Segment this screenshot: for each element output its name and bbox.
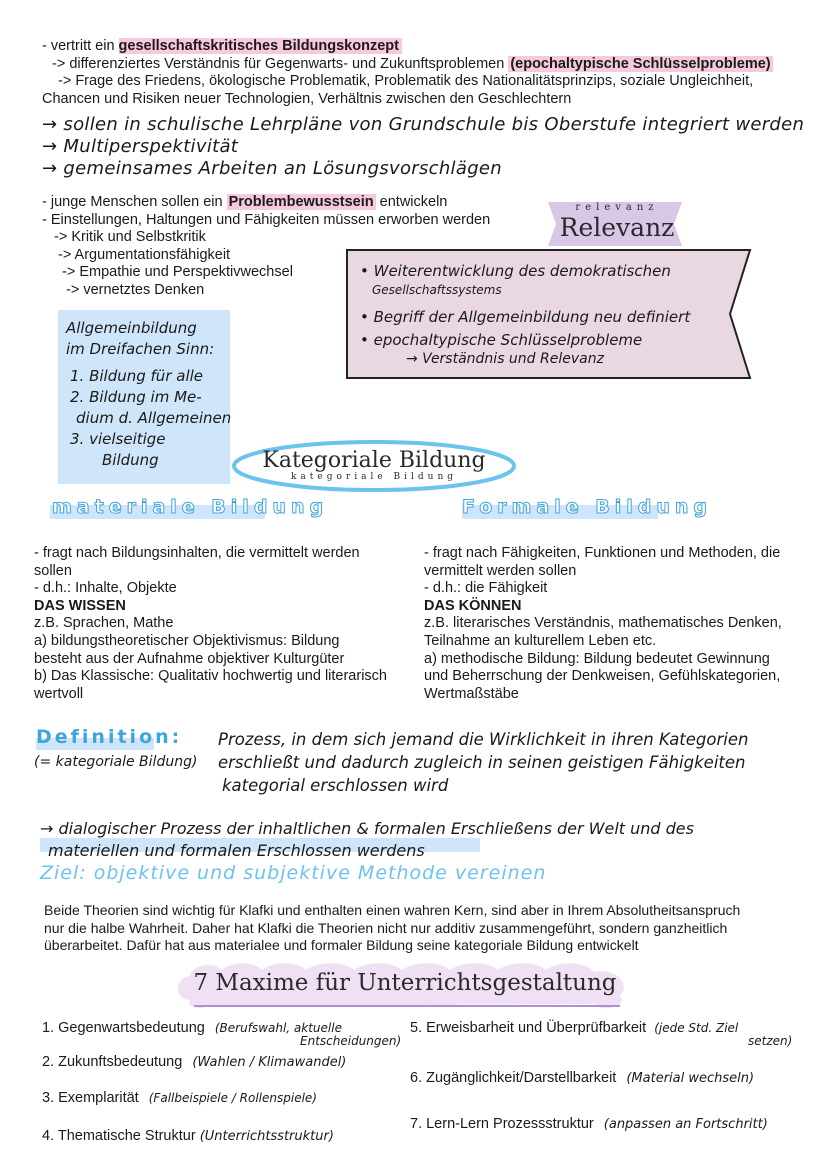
materiale-line-5: z.B. Sprachen, Mathe (34, 615, 174, 632)
relevanz-content (360, 262, 740, 369)
paragraph-line-1: Beide Theorien sind wichtig für Klafki und enthalten einen wahren Kern, sind aber in Ihrem Absolutheitsanspruch (44, 902, 741, 918)
materiale-line-6: a) bildungstheoretischer Objektivismus: Bildung (34, 632, 340, 649)
maxime-item-7: 7. Lern-Lern Prozessstruktur (anpassen an Fortschritt) (410, 1116, 768, 1132)
mid-line-6: -> vernetztes Denken (66, 281, 205, 298)
arrow-note-3: → gemeinsames Arbeiten an Lösungsvorschlägen (42, 158, 503, 179)
mid-line-4: -> Argumentationsfähigkeit (58, 246, 231, 263)
top-line-2: -> differenziertes Verständnis für Gegenwarts- und Zukunftsproblemen (epochaltypische Schlüsselprobleme) (52, 55, 771, 72)
arrow-note-1: → sollen in schulische Lehrpläne von Grundschule bis Oberstufe integriert werden (42, 114, 805, 135)
allgemein-line-4: 2. Bildung im Me- (70, 388, 202, 406)
formale-line-1: - fragt nach Fähigkeiten, Funktionen und Methoden, die (424, 545, 781, 561)
definition-line-2: erschließt und dadurch zugleich in seinen geistigen Fähigkeiten (218, 753, 746, 772)
paragraph-line-3: überarbeitet. Dafür hat aus materialee und formaler Bildung seine kategoriale Bildung entwickelt (44, 937, 639, 953)
arrow-note-2: → Multiperspektivität (42, 136, 239, 157)
dialog-text (40, 818, 820, 862)
formale-line-4: DAS KÖNNEN (424, 597, 522, 614)
formale-line-6: Teilnahme an kulturellem Leben etc. (424, 632, 657, 649)
relevanz-item-3: • epochaltypische Schlüsselprobleme (360, 331, 643, 349)
highlight-bildungskonzept: gesellschaftskritisches Bildungskonzept (119, 38, 402, 54)
maxime-item-4: 4. Thematische Struktur (Unterrichtsstruktur) (42, 1128, 334, 1144)
maxime-item-1: 1. Gegenwartsbedeutung (Berufswahl, aktuelle (42, 1020, 342, 1036)
definition-label: Definition: (36, 726, 183, 748)
materiale-line-1: - fragt nach Bildungsinhalten, die vermittelt werden (34, 545, 360, 561)
materiale-line-7: besteht aus der Aufnahme objektiver Kulturgüter (34, 650, 345, 667)
definition-sub: (= kategoriale Bildung) (34, 754, 198, 770)
dialog-line-1: → dialogischer Prozess der inhaltlichen & formalen Erschließens der Welt und des (40, 819, 694, 838)
maxime-item-1-note2: Entscheidungen) (300, 1034, 402, 1048)
ziel-text: Ziel: objektive und subjektive Methode vereinen (40, 862, 547, 884)
materiale-line-3: - d.h.: Inhalte, Objekte (34, 580, 177, 597)
top-section (42, 38, 812, 108)
highlight-schluesselprobleme: (epochaltypische Schlüsselprobleme) (510, 55, 771, 72)
maxime-item-2: 2. Zukunftsbedeutung (Wahlen / Klimawandel) (42, 1054, 347, 1070)
formale-column (424, 545, 814, 703)
formale-line-2: vermittelt werden sollen (424, 562, 577, 579)
maxime-item-3: 3. Exemplarität (Fallbeispiele / Rollenspiele) (42, 1090, 317, 1106)
dialog-line-2: materiellen und formalen Erschlossen werdens (48, 841, 425, 860)
formale-line-9: Wertmaßstäbe (424, 685, 519, 702)
formale-line-8: und Beherrschung der Denkweisen, Gefühlskategorien, (424, 668, 781, 685)
mid-line-1: - junge Menschen sollen ein Problembewusstsein entwickeln (42, 194, 448, 210)
materiale-line-8: b) Das Klassische: Qualitativ hochwertig und literarisch (34, 668, 387, 685)
top-line-3: -> Frage des Friedens, ökologische Problematik, Problematik des Nationalitätsprinzips, soziale Ungleichheit, (58, 73, 754, 89)
allgemein-line-7: Bildung (102, 451, 159, 469)
definition-text (218, 728, 808, 797)
mid-line-3: -> Kritik und Selbstkritik (54, 229, 206, 245)
top-line-4: Chancen und Risiken neuer Technologien, Verhältnis zwischen den Geschlechtern (42, 90, 572, 107)
paragraph-line-2: nur die halbe Wahrheit. Daher hat Klafki die Theorien nicht nur additiv zusammengeführt, sondern ganzheitlich (44, 919, 728, 936)
allgemein-line-3: 1. Bildung für alle (70, 367, 204, 385)
materiale-column (34, 545, 414, 703)
maxime-item-6: 6. Zugänglichkeit/Darstellbarkeit (Material wechseln) (410, 1070, 755, 1086)
summary-paragraph (44, 902, 824, 955)
materiale-line-9: wertvoll (34, 685, 84, 702)
formale-line-5: z.B. literarisches Verständnis, mathematisches Denken, (424, 615, 782, 632)
formale-line-3: - d.h.: die Fähigkeit (424, 580, 548, 597)
relevanz-item-3b: → Verständnis und Relevanz (406, 351, 604, 367)
definition-line-3: kategorial erschlossen wird (222, 776, 449, 795)
maxime-item-5-note2: setzen) (748, 1034, 793, 1048)
allgemein-line-5: dium d. Allgemeinen (76, 409, 232, 427)
mid-line-2: - Einstellungen, Haltungen und Fähigkeiten müssen erworben werden (42, 211, 491, 228)
kategoriale-title: Kategoriale Bildung (262, 448, 486, 473)
relevanz-title: Relevanz (559, 213, 675, 242)
materiale-line-2: sollen (34, 562, 72, 579)
relevanz-item-1: • Weiterentwicklung des demokratischen (360, 262, 671, 280)
relevanz-item-2: • Begriff der Allgemeinbildung neu definiert (360, 308, 691, 326)
top-line-1: - vertritt ein gesellschaftskritisches Bildungskonzept (42, 38, 812, 56)
definition-line-1: Prozess, in dem sich jemand die Wirklichkeit in ihren Kategorien (218, 730, 749, 749)
allgemein-line-2: im Dreifachen Sinn: (66, 340, 215, 358)
maxime-item-5: 5. Erweisbarheit und Überprüfbarkeit (jede Std. Ziel (410, 1020, 739, 1036)
allgemein-line-6: 3. vielseitige (70, 430, 166, 448)
formale-line-7: a) methodische Bildung: Bildung bedeutet Gewinnung (424, 650, 770, 667)
materiale-heading: materiale Bildung (52, 496, 329, 518)
formale-heading: Formale Bildung (462, 496, 713, 518)
maxime-title: 7 Maxime für Unterrichtsgestaltung (193, 970, 617, 996)
arrow-notes (42, 114, 804, 180)
relevanz-small: relevanz (575, 202, 659, 213)
relevanz-item-1b: Gesellschaftssystems (372, 283, 502, 297)
materiale-line-4: DAS WISSEN (34, 597, 126, 614)
highlight-problembewusstsein: Problembewusstsein (228, 194, 374, 210)
allgemeinbildung-text (66, 318, 236, 471)
allgemein-line-1: Allgemeinbildung (66, 319, 197, 337)
mid-line-5: -> Empathie und Perspektivwechsel (62, 264, 293, 280)
kategoriale-small: kategoriale Bildung (290, 472, 458, 482)
